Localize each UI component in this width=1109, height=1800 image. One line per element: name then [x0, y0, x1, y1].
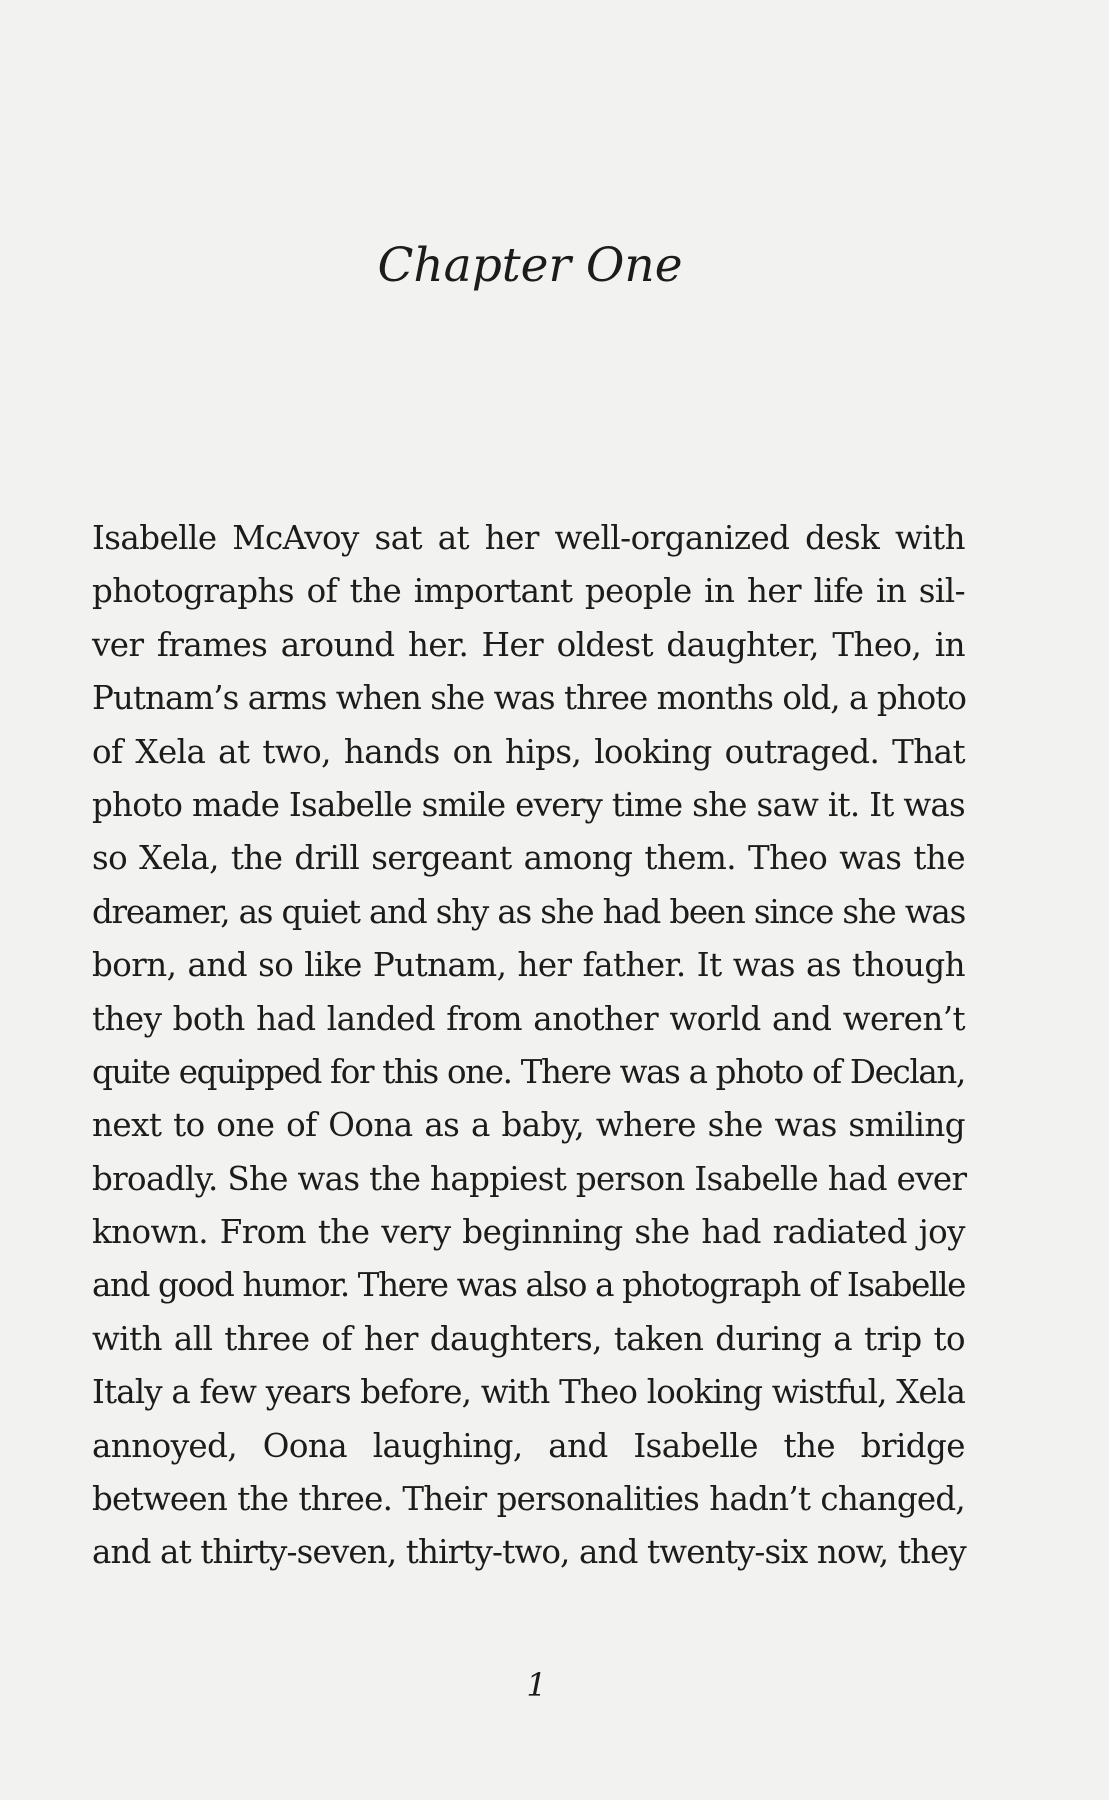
text-line: broadly. She was the happiest person Isabelle had ever [92, 1159, 967, 1198]
text-line: dreamer, as quiet and shy as she had been since she was [92, 892, 965, 931]
text-line: Isabelle McAvoy sat at her well-organized desk with [92, 519, 965, 557]
text-line: between the three. Their personalities hadn’t changed, [92, 1480, 965, 1519]
text-line: with all three of her daughters, taken during a trip to [92, 1319, 965, 1358]
page-number: 1 [526, 1666, 547, 1704]
chapter-title: Chapter One [377, 238, 683, 293]
text-line: annoyed, Oona laughing, and Isabelle the bridge [92, 1426, 965, 1465]
text-line: and at thirty-seven, thirty-two, and twenty-six now, they [92, 1533, 966, 1572]
text-line: of Xela at two, hands on hips, looking outraged. That [92, 732, 965, 771]
text-line: photo made Isabelle smile every time she saw it. It was [92, 785, 965, 824]
text-line: born, and so like Putnam, her father. It was as though [92, 946, 965, 985]
body-paragraph [92, 512, 965, 1580]
text-line: quite equipped for this one. There was a photo of Declan, [92, 1052, 965, 1091]
text-line: ver frames around her. Her oldest daughter, Theo, in [92, 625, 965, 664]
text-line: they both had landed from another world and weren’t [92, 999, 965, 1038]
text-line: next to one of Oona as a baby, where she was smiling [92, 1106, 965, 1145]
text-line: photographs of the important people in her life in sil- [92, 572, 965, 611]
text-line: Putnam’s arms when she was three months old, a photo [92, 679, 966, 718]
text-line: and good humor. There was also a photograph of Isabelle [92, 1266, 965, 1305]
text-line: Italy a few years before, with Theo looking wistful, Xela [92, 1373, 965, 1412]
text-line: so Xela, the drill sergeant among them. Theo was the [92, 839, 965, 878]
text-line: known. From the very beginning she had radiated joy [92, 1213, 965, 1252]
